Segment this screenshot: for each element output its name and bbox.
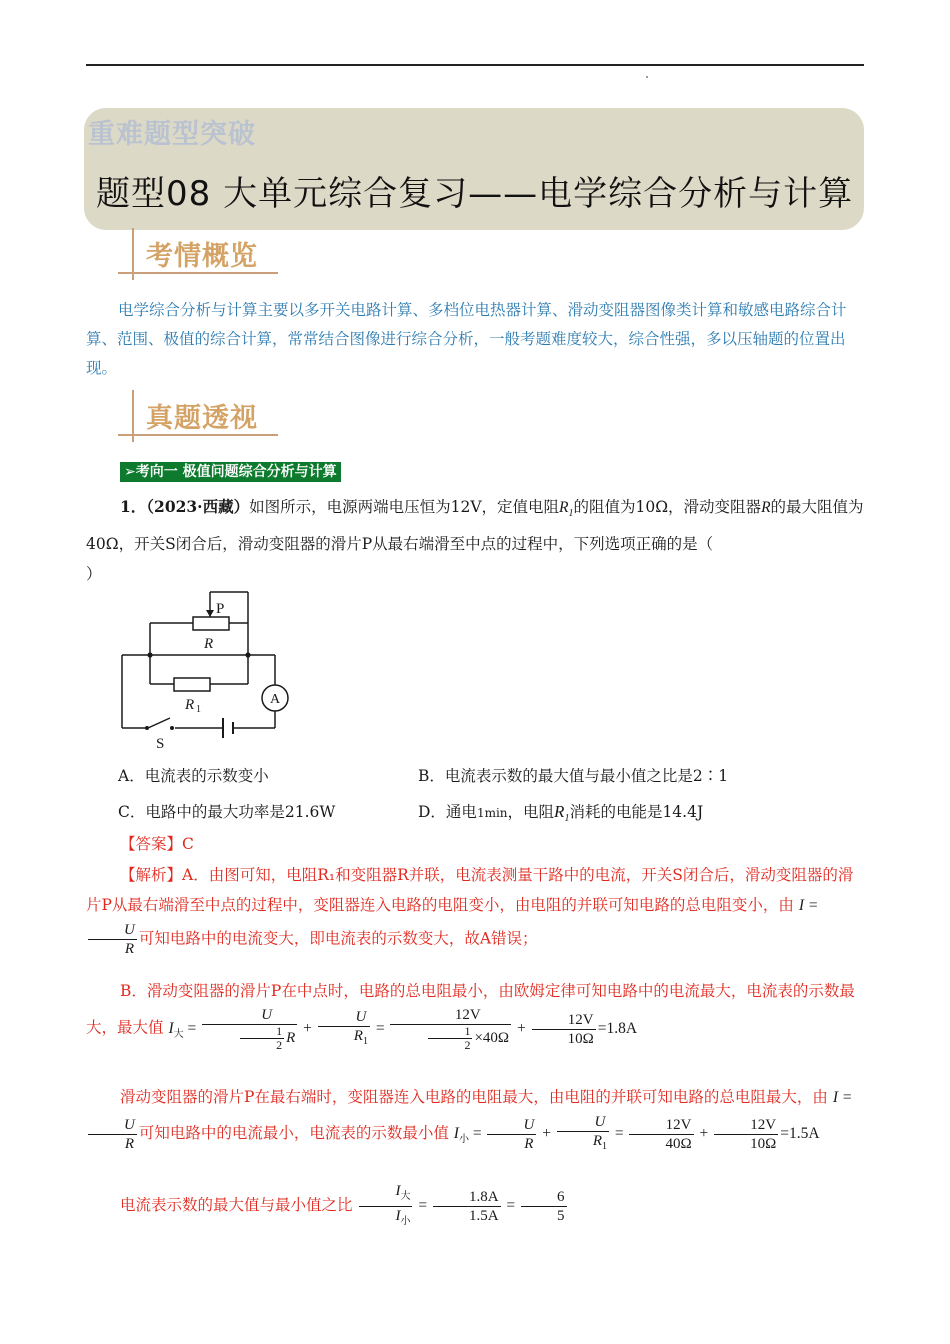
question-source: （2023·西藏）: [146, 497, 250, 516]
answer-value: C: [182, 835, 194, 853]
question-1: [86, 492, 866, 589]
question-number: 1．: [120, 497, 147, 516]
r-symbol: R: [761, 499, 771, 516]
section-overview-label: 考情概览: [146, 241, 258, 272]
answer-label: 【答案】: [120, 835, 183, 853]
circuit-diagram: [110, 588, 300, 758]
question-text-b: 的阻值为10Ω，滑动变阻器: [573, 498, 762, 516]
analysis-para-3: 滑动变阻器的滑片P在最右端时，变阻器连入电路的电阻最大，由电阻的并联可知电路的总电阻最大，由 I = $\frac{U}{R}$ 可知电路中的电流最小，电流表的示数最小值 $I_小$ = $\frac{U}{R}$ + $\frac{U}{R_1}$ = $\frac{12V}{40\Omega}$ + $\frac{12V}{10\Omega}$ =1.5A: [86, 1082, 866, 1156]
answer: [120, 832, 194, 854]
question-text-a: 如图所示，电源两端电压恒为12V，定值电阻: [249, 498, 560, 516]
section-real-label: 真题透视: [146, 403, 258, 434]
analysis-para-4: 电流表示数的最大值与最小值之比 $\frac{I_大}{I_小}$ = $\frac{1.8A}{1.5A}$ = $\frac{6}{5}$: [86, 1182, 866, 1231]
option-b[interactable]: B．电流表示数的最大值与最小值之比是2∶1: [418, 767, 729, 785]
label-r: R: [204, 636, 214, 652]
option-a[interactable]: A．电流表的示数变小: [118, 767, 269, 785]
label-p: P: [216, 601, 225, 617]
option-d[interactable]: D．通电1min，电阻$R_1$消耗的电能是14.4J: [418, 802, 704, 824]
page-title: 题型08 大单元综合复习——电学综合分析与计算: [96, 174, 854, 214]
intro-paragraph: 电学综合分析与计算主要以多开关电路计算、多档位电热器计算、滑动变阻器图像类计算和敏感电路综合计算、范围、极值的综合计算，常常结合图像进行综合分析，一般考题难度较大，综合性强，多以压轴题的位置出现。: [86, 301, 847, 377]
formula-imin: $I_小$ = $\frac{U}{R}$ + $\frac{U}{R_1}$ = $\frac{12V}{40\Omega}$ + $\frac{12V}{10\Omega}$ =1.5A: [453, 1114, 820, 1152]
r1-symbol: $R_1$: [559, 499, 574, 519]
question-text-d: ）: [86, 565, 102, 583]
top-rule: [86, 64, 864, 66]
analysis-para-2: B．滑动变阻器的滑片P在中点时，电路的总电阻最小，由欧姆定律可知电路中的电流最大，电流表的示数最大，最大值 $I_大$ = U $\frac{1}{2}$ R + $\frac{U}{R_1}$ = 12V $\frac{1}{2}$ ×40Ω + $\frac{12V}{10\Omega}$ =1.8A: [86, 982, 855, 1052]
topic-label: ➢考向一 极值问题综合分析与计算: [120, 462, 341, 482]
page-mark: [646, 76, 648, 78]
label-ammeter: A: [270, 692, 281, 707]
label-switch: S: [156, 736, 165, 752]
formula-imax: $I_大$ = U $\frac{1}{2}$ R + $\frac{U}{R_1}$ = 12V $\frac{1}{2}$ ×40Ω + $\frac{12V}{10\Omega}$ =1.8A: [168, 1007, 638, 1052]
question-text-c: 的最大阻值为40Ω，开关S闭合后，滑动变阻器的滑片P从最右端滑至中点的过程中，下列选项正确的是（: [86, 498, 864, 553]
section-overview-heading: [118, 228, 278, 280]
section-real-heading: [118, 390, 278, 442]
label-r1-sub: 1: [196, 704, 201, 715]
analysis-para-1: 【解析】A．由图可知，电阻R₁和变阻器R并联，电流表测量干路中的电流，开关S闭合后，滑动变阻器的滑片P从最右端滑至中点的过程中，变阻器连入电路的电阻变小，由电阻的并联可知电路的总电阻变小，由 I = $\frac{U}{R}$ 可知电路中的电流变大，即电流表的示数变大，故A错误；: [86, 866, 854, 957]
banner-tag: 重难题型突破: [88, 119, 256, 150]
formula-ratio: $\frac{I_大}{I_小}$ = $\frac{1.8A}{1.5A}$ = $\frac{6}{5}$: [357, 1197, 568, 1214]
formula-ohm-1: I =: [798, 897, 819, 914]
label-r1: R: [185, 697, 195, 713]
option-c[interactable]: C．电路中的最大功率是21.6W: [118, 803, 336, 821]
